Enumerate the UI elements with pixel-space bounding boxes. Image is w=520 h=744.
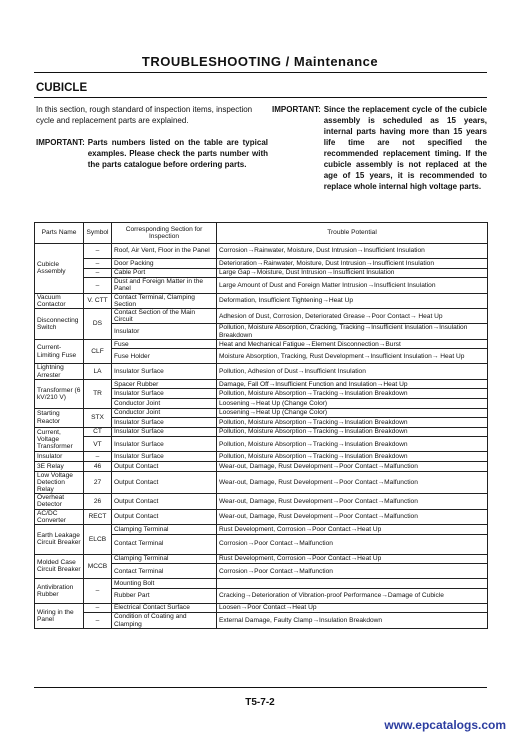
table-row: [35, 461, 488, 471]
trouble-cell: Rust Development, Corrosion→Poor Contact→Heat Up: [217, 554, 488, 564]
part-name-cell: Transformer (6 kV/210 V): [35, 379, 84, 408]
symbol-cell: CLF: [84, 339, 112, 364]
table-row: [35, 524, 488, 534]
column-header-parts-name: Parts Name: [35, 223, 84, 244]
table-row: [35, 579, 488, 589]
column-header-section: Corresponding Section for Inspection: [112, 223, 217, 244]
table-header-row: [35, 223, 488, 244]
symbol-cell: LA: [84, 364, 112, 379]
trouble-cell: Moisture Absorption, Tracking, Rust Development→Insufficient Insulation→ Heat Up: [217, 349, 488, 364]
column-header-symbol: Symbol: [84, 223, 112, 244]
trouble-cell: Rust Development, Corrosion→Poor Contact→Heat Up: [217, 524, 488, 534]
part-name-cell: Antivibration Rubber: [35, 579, 84, 604]
trouble-cell: Pollution, Moisture Absorption→Tracking→Insulation Breakdown: [217, 389, 488, 399]
table-row: [35, 427, 488, 437]
trouble-cell: Cracking→Deterioration of Vibration-proof Performance→Damage of Cubicle: [217, 588, 488, 603]
section-divider: [34, 97, 487, 98]
table-row: [35, 293, 488, 308]
table-row: [35, 244, 488, 259]
section-cell: Cable Port: [112, 268, 217, 278]
trouble-cell: Loosening→Heat Up (Change Color): [217, 399, 488, 409]
section-cell: Contact Terminal: [112, 534, 217, 554]
table-row: [35, 603, 488, 613]
trouble-cell: Corrosion→Rainwater, Moisture, Dust Intrusion→Insufficient Insulation: [217, 244, 488, 259]
section-cell: Door Packing: [112, 259, 217, 269]
important-note-right: [272, 104, 487, 192]
section-cell: Clamping Terminal: [112, 524, 217, 534]
trouble-cell: [217, 579, 488, 589]
section-title: CUBICLE: [36, 82, 88, 94]
part-name-cell: Wiring in the Panel: [35, 603, 84, 628]
part-name-cell: Overheat Detector: [35, 494, 84, 509]
trouble-cell: Loosen→Poor Contact→Heat Up: [217, 603, 488, 613]
important-text: Since the replacement cycle of the cubicle assembly is scheduled as 15 years, internal parts having more than 15 years life time are not specified the recommended replacement timing. If the cubicle assembly is not replaced at the age of 15 years, it is recommended to replace whole internal high voltage parts.: [323, 105, 487, 191]
section-cell: Fuse Holder: [112, 349, 217, 364]
part-name-cell: Cubicle Assembly: [35, 244, 84, 294]
section-cell: Insulator Surface: [112, 364, 217, 379]
important-text: Parts numbers listed on the table are typical examples. Please check the parts number with the parts catalogue before ordering parts.: [87, 138, 268, 169]
symbol-cell: VT: [84, 437, 112, 452]
section-cell: Clamping Terminal: [112, 554, 217, 564]
symbol-cell: TR: [84, 379, 112, 408]
table-row: [35, 379, 488, 389]
symbol-cell: ELCB: [84, 524, 112, 554]
table-row: [35, 613, 488, 628]
table-row: [35, 278, 488, 293]
trouble-cell: Large Amount of Dust and Foreign Matter Intrusion→Insufficient Insulation: [217, 278, 488, 293]
section-cell: Fuse: [112, 339, 217, 349]
table-row: [35, 309, 488, 324]
page-number: T5-7-2: [245, 697, 275, 708]
symbol-cell: MCCB: [84, 554, 112, 579]
part-name-cell: Vacuum Contactor: [35, 293, 84, 308]
symbol-cell: 26: [84, 494, 112, 509]
symbol-cell: –: [84, 278, 112, 293]
trouble-cell: External Damage, Faulty Clamp→Insulation Breakdown: [217, 613, 488, 628]
trouble-cell: Wear-out, Damage, Rust Development→Poor Contact→Malfunction: [217, 494, 488, 509]
symbol-cell: –: [84, 268, 112, 278]
trouble-cell: Wear-out, Damage, Rust Development→Poor Contact→Malfunction: [217, 471, 488, 494]
trouble-cell: Pollution, Moisture Absorption→Tracking→Insulation Breakdown: [217, 437, 488, 452]
section-cell: Rubber Part: [112, 588, 217, 603]
section-cell: Output Contact: [112, 509, 217, 524]
part-name-cell: Earth Leakage Circuit Breaker: [35, 524, 84, 554]
section-cell: Roof, Air Vent, Floor in the Panel: [112, 244, 217, 259]
part-name-cell: Disconnecting Switch: [35, 309, 84, 340]
trouble-cell: Heat and Mechanical Fatigue→Element Disconnection→Burst: [217, 339, 488, 349]
part-name-cell: Current-Limiting Fuse: [35, 339, 84, 364]
important-note-left: [36, 137, 268, 170]
symbol-cell: STX: [84, 408, 112, 427]
symbol-cell: –: [84, 613, 112, 628]
trouble-cell: Deformation, Insufficient Tightening→Heat Up: [217, 293, 488, 308]
important-label: IMPORTANT:: [36, 138, 85, 147]
symbol-cell: –: [84, 244, 112, 259]
table-row: [35, 364, 488, 379]
section-cell: Contact Section of the Main Circuit: [112, 309, 217, 324]
trouble-cell: Wear-out, Damage, Rust Development→Poor Contact→Malfunction: [217, 509, 488, 524]
table-row: [35, 339, 488, 349]
symbol-cell: –: [84, 603, 112, 613]
table-row: [35, 494, 488, 509]
trouble-cell: Adhesion of Dust, Corrosion, Deteriorated Grease→Poor Contact→ Heat Up: [217, 309, 488, 324]
symbol-cell: CT: [84, 427, 112, 437]
table-row: [35, 554, 488, 564]
section-cell: Electrical Contact Surface: [112, 603, 217, 613]
symbol-cell: RECT: [84, 509, 112, 524]
watermark-link[interactable]: www.epcatalogs.com: [384, 718, 506, 732]
section-cell: Conductor Joint: [112, 408, 217, 418]
section-cell: Insulator: [112, 324, 217, 339]
part-name-cell: Lightning Arrester: [35, 364, 84, 379]
trouble-cell: Pollution, Moisture Absorption, Cracking, Tracking→Insufficient Insulation→Insulation Breakdown: [217, 324, 488, 339]
part-name-cell: Molded Case Circuit Breaker: [35, 554, 84, 579]
section-cell: Output Contact: [112, 494, 217, 509]
part-name-cell: Starting Reactor: [35, 408, 84, 427]
header-divider: [34, 72, 487, 73]
trouble-cell: Large Gap→Moisture, Dust Intrusion→Insufficient Insulation: [217, 268, 488, 278]
troubleshooting-table: [34, 222, 488, 629]
section-cell: Contact Terminal, Clamping Section: [112, 293, 217, 308]
trouble-cell: Deterioration→Rainwater, Moisture, Dust Intrusion→Insufficient Insulation: [217, 259, 488, 269]
table-row: [35, 437, 488, 452]
symbol-cell: DS: [84, 309, 112, 340]
table-row: [35, 452, 488, 462]
section-cell: Mounting Bolt: [112, 579, 217, 589]
symbol-cell: 46: [84, 461, 112, 471]
section-cell: Insulator Surface: [112, 389, 217, 399]
trouble-cell: Damage, Fall Off→Insufficient Function and Insulation→Heat Up: [217, 379, 488, 389]
symbol-cell: V. CTT: [84, 293, 112, 308]
section-cell: Dust and Foreign Matter in the Panel: [112, 278, 217, 293]
section-cell: Spacer Rubber: [112, 379, 217, 389]
trouble-cell: Corrosion→Poor Contact→Malfunction: [217, 534, 488, 554]
section-cell: Insulator Surface: [112, 427, 217, 437]
table-row: [35, 471, 488, 494]
section-cell: Conductor Joint: [112, 399, 217, 409]
trouble-cell: Pollution, Moisture Absorption→Tracking→Insulation Breakdown: [217, 452, 488, 462]
part-name-cell: AC/DC Converter: [35, 509, 84, 524]
symbol-cell: 27: [84, 471, 112, 494]
trouble-cell: Loosening→Heat Up (Change Color): [217, 408, 488, 418]
intro-paragraph: In this section, rough standard of inspection items, inspection cycle and replacement parts are explained.: [36, 105, 253, 125]
trouble-cell: Wear-out, Damage, Rust Development→Poor Contact→Malfunction: [217, 461, 488, 471]
symbol-cell: –: [84, 259, 112, 269]
important-label: IMPORTANT:: [272, 105, 321, 114]
section-cell: Contact Terminal: [112, 564, 217, 579]
section-cell: Output Contact: [112, 461, 217, 471]
trouble-cell: Pollution, Moisture Absorption→Tracking→Insulation Breakdown: [217, 427, 488, 437]
trouble-cell: Pollution, Moisture Absorption→Tracking→Insulation Breakdown: [217, 418, 488, 428]
column-header-trouble: Trouble Potential: [217, 223, 488, 244]
table-row: [35, 268, 488, 278]
trouble-cell: Corrosion→Poor Contact→Malfunction: [217, 564, 488, 579]
part-name-cell: 3E Relay: [35, 461, 84, 471]
table-row: [35, 509, 488, 524]
table-row: [35, 408, 488, 418]
part-name-cell: Current, Voltage Transformer: [35, 427, 84, 452]
trouble-cell: Pollution, Adhesion of Dust→Insufficient Insulation: [217, 364, 488, 379]
section-cell: Condition of Coating and Clamping: [112, 613, 217, 628]
page-header-title: TROUBLESHOOTING / Maintenance: [141, 54, 379, 69]
symbol-cell: –: [84, 452, 112, 462]
section-cell: Insulator Surface: [112, 452, 217, 462]
section-cell: Insulator Surface: [112, 418, 217, 428]
table-row: [35, 259, 488, 269]
part-name-cell: Low Voltage Detection Relay: [35, 471, 84, 494]
footer-divider: [34, 687, 487, 688]
section-cell: Insulator Surface: [112, 437, 217, 452]
symbol-cell: –: [84, 579, 112, 604]
section-cell: Output Contact: [112, 471, 217, 494]
part-name-cell: Insulator: [35, 452, 84, 462]
